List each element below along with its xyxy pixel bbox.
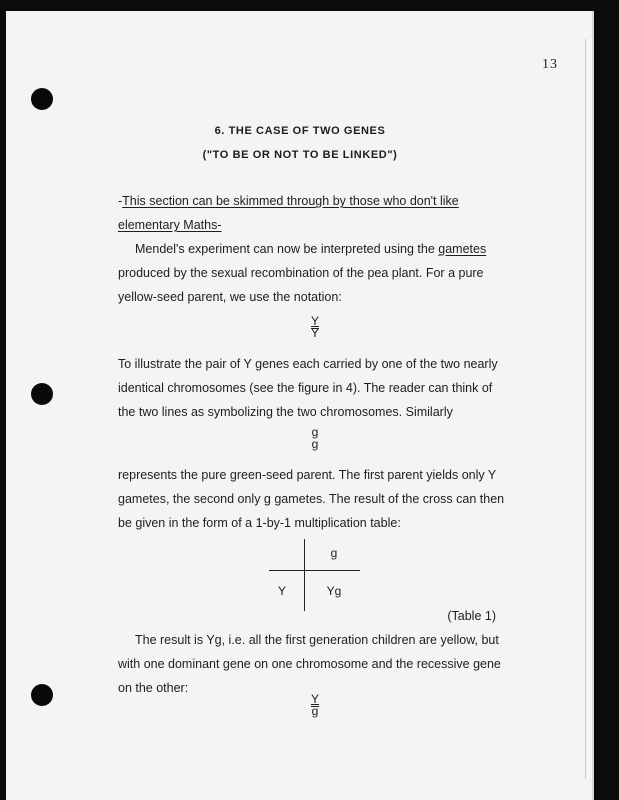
intro-line-1 [118,194,496,208]
page-number: 13 [542,57,558,72]
table-caption: (Table 1) [447,609,496,623]
table-vertical-rule [304,539,305,611]
section-heading: 6. THE CASE OF TWO GENES [214,125,386,137]
para1-line-3: yellow-seed parent, we use the notation: [118,290,342,304]
para2-line-2: identical chromosomes (see the figure in 4). The reader can think of [118,381,493,395]
notation-yy-top: Y [310,314,319,328]
notation-yg [305,693,325,717]
intro-text-2: elementary Maths- [118,218,222,232]
punch-hole-middle [31,383,53,405]
table-col-header: g [330,546,338,560]
table-cell: Yg [326,584,342,598]
table-horizontal-rule [269,570,360,571]
para2-line-1: To illustrate the pair of Y genes each carried by one of the two nearly [118,357,498,371]
para2-line-3: the two lines as symbolizing the two chromosomes. Similarly [118,405,453,419]
document-page [6,11,594,800]
para1-line-2: produced by the sexual recombination of the pea plant. For a pure [118,266,484,280]
intro-text-1: This section can be skimmed through by those who don't like [122,194,459,208]
table-row-header: Y [277,584,286,598]
notation-yy-bottom: Y [310,326,319,340]
notation-gg [305,426,325,450]
para3-line-2: gametes, the second only g gametes. The result of the cross can then [118,492,505,506]
gametes-term: gametes [438,242,487,256]
para3-line-1: represents the pure green-seed parent. The first parent yields only Y [118,468,497,482]
para1-line-1 [135,242,513,256]
para4-line-1: The result is Yg, i.e. all the first generation children are yellow, but [135,633,499,647]
punch-hole-top [31,88,53,110]
notation-yg-bottom: g [311,704,319,718]
section-subheading: ("TO BE OR NOT TO BE LINKED") [202,149,398,161]
punch-hole-bottom [31,684,53,706]
notation-gg-top: g [311,425,319,439]
intro-line-2 [118,218,496,232]
para3-line-3: be given in the form of a 1-by-1 multiplication table: [118,516,401,530]
para4-line-2: with one dominant gene on one chromosome and the recessive gene [118,657,501,671]
para1-text-1: Mendel's experiment can now be interpreted using the [135,242,439,256]
notation-yg-top: Y [310,692,319,706]
intro-prefix: - [118,194,123,208]
notation-gg-bottom: g [311,437,319,451]
notation-yy [305,315,325,339]
para4-line-3: on the other: [118,681,189,695]
